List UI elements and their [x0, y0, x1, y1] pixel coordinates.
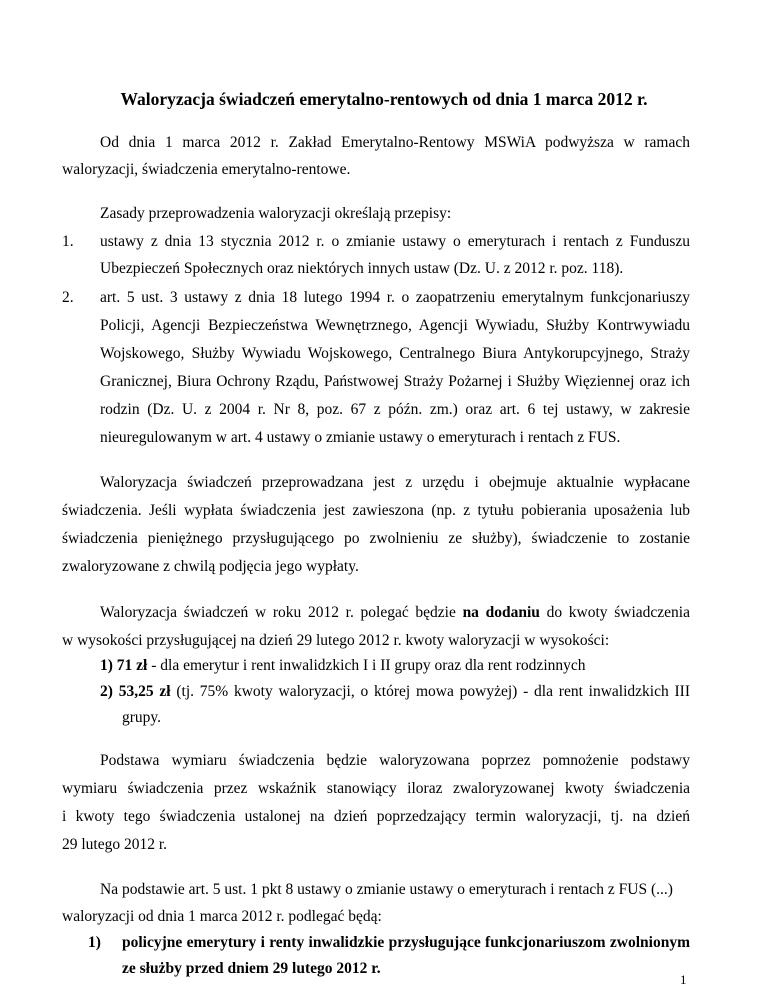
emphasis-text: na dodaniu — [462, 604, 540, 621]
paragraph-line: waloryzacji, świadczenia emerytalno-rentowe. — [62, 161, 351, 178]
paragraph-line: Na podstawie art. 5 ust. 1 pkt 8 ustawy o zmianie ustawy o emeryturach i rentach z FUS (...) — [100, 881, 673, 898]
paragraph-line: Podstawa wymiaru świadczenia będzie waloryzowana poprzez pomnożenie podstawy — [100, 752, 690, 769]
page-number: 1 — [680, 972, 687, 987]
list-item-line: Wojskowego, Służby Wywiadu Wojskowego, Centralnego Biura Antykorupcyjnego, Straży — [100, 345, 690, 362]
paragraph-line: 29 lutego 2012 r. — [62, 836, 168, 853]
paragraph-line: wymiaru świadczenia przez wskaźnik stanowiący iloraz zwaloryzowanej kwoty świadczenia — [62, 780, 690, 797]
list-number: 1) — [88, 934, 101, 951]
list-number: 2. — [62, 289, 74, 306]
amount-item — [100, 681, 690, 703]
list-item-line: Policji, Agencji Bezpieczeństwa Wewnętrznego, Agencji Wywiadu, Służby Kontrwywiadu — [100, 317, 690, 334]
list-item-line: Granicznej, Biura Ochrony Rządu, Państwowej Straży Pożarnej i Służby Więziennej oraz ich — [100, 373, 690, 390]
amount-text: (tj. 75% kwoty waloryzacji, o której mowa powyżej) - dla rent inwalidzkich III — [170, 683, 690, 700]
amount-label: 2) 53,25 zł — [100, 683, 171, 700]
paragraph-line: zwaloryzowane z chwilą podjęcia jego wypłaty. — [62, 558, 359, 575]
list-item-line: art. 5 ust. 3 ustawy z dnia 18 lutego 1994 r. o zaopatrzeniu emerytalnym funkcjonariuszy — [100, 289, 690, 306]
amount-text: - dla emerytur i rent inwalidzkich I i II grupy oraz dla rent rodzinnych — [147, 657, 586, 674]
paragraph-line: Zasady przeprowadzenia waloryzacji określają przepisy: — [100, 205, 452, 222]
list-item-line: ze służby przed dniem 29 lutego 2012 r. — [122, 960, 381, 977]
list-item-line: rodzin (Dz. U. z 2004 r. Nr 8, poz. 67 z późn. zm.) oraz art. 6 tej ustawy, w zakresie — [100, 401, 690, 418]
list-item-line: ustawy z dnia 13 stycznia 2012 r. o zmianie ustawy o emeryturach i rentach z Funduszu — [100, 233, 690, 250]
paragraph-line: Od dnia 1 marca 2012 r. Zakład Emerytalno-Rentowy MSWiA podwyższa w ramach — [100, 134, 690, 151]
paragraph-text: do kwoty świadczenia — [539, 604, 690, 621]
list-number: 1. — [62, 233, 74, 250]
list-item-line: nieuregulowanym w art. 4 ustawy o zmianie ustawy o emeryturach i rentach z FUS. — [100, 429, 621, 446]
amount-label: 1) 71 zł — [100, 657, 148, 674]
paragraph-text: Waloryzacja świadczeń w roku 2012 r. polegać będzie — [100, 604, 463, 621]
list-item-line: policyjne emerytury i renty inwalidzkie przysługujące funkcjonariuszom zwolnionym — [122, 934, 690, 951]
paragraph-line: świadczenia pieniężnego przysługującego po zwolnieniu ze służby), świadczenie to zostanie — [62, 530, 690, 547]
amount-item-cont: grupy. — [122, 709, 162, 726]
paragraph-line: świadczenia. Jeśli wypłata świadczenia jest zawieszona (np. z tytułu pobierania uposażenia lub — [62, 502, 690, 519]
paragraph-line: Waloryzacja świadczeń przeprowadzana jest z urzędu i obejmuje aktualnie wypłacane — [100, 474, 690, 491]
document-title: Waloryzacja świadczeń emerytalno-rentowych od dnia 1 marca 2012 r. — [120, 89, 648, 109]
paragraph-line: i kwoty tego świadczenia ustalonej na dzień poprzedzający termin waloryzacji, tj. na dzień — [62, 808, 690, 825]
paragraph-line: waloryzacji od dnia 1 marca 2012 r. podlegać będą: — [62, 908, 382, 925]
list-item-line: Ubezpieczeń Społecznych oraz niektórych innych ustaw (Dz. U. z 2012 r. poz. 118). — [100, 260, 624, 277]
paragraph-line: w wysokości przysługującej na dzień 29 lutego 2012 r. kwoty waloryzacji w wysokości: — [62, 632, 610, 649]
paragraph-line — [100, 602, 690, 624]
amount-item — [100, 655, 690, 677]
